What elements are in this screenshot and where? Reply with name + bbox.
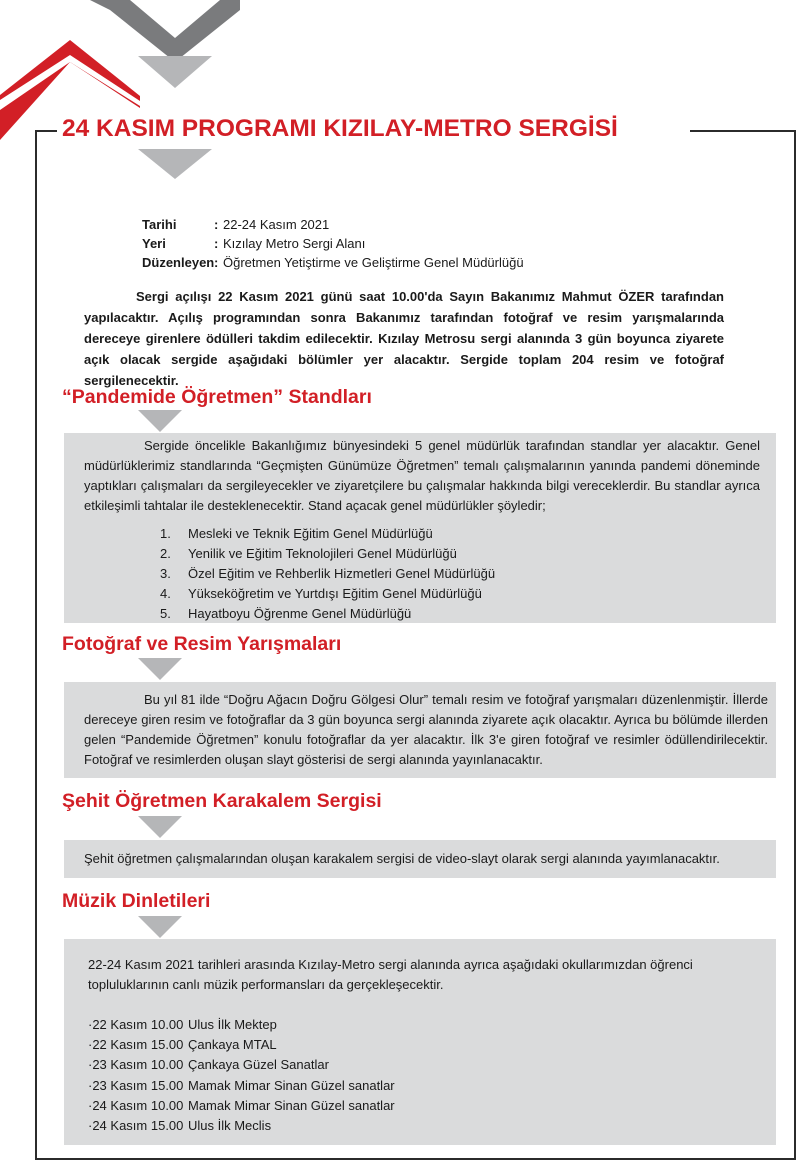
info-key: Yeri <box>142 236 166 251</box>
list-item <box>88 1116 395 1136</box>
list-item <box>88 1015 395 1035</box>
frame-left <box>35 130 37 1160</box>
info-separator: : <box>214 217 219 232</box>
list-number: 1. <box>160 526 171 541</box>
intro-paragraph: Sergi açılışı 22 Kasım 2021 günü saat 10.00'da Sayın Bakanımız Mahmut ÖZER tarafından yapılacaktır. Açılış programından sonra Bakanımız tarafından fotoğraf ve resim yarışmalarında dereceye girenlere ödülleri takdim edilecektir. Kızılay Metrosu sergi alanında 3 gün boyunca ziyarete açık olacak sergide aşağıdaki bölümler yer alacaktır. Sergide toplam 204 resim ve fotoğraf sergilenecektir. <box>84 289 724 388</box>
frame-right <box>794 130 796 1160</box>
chevron-down-icon <box>138 916 182 938</box>
frame-bottom <box>35 1158 796 1160</box>
performance-date: ·23 Kasım 10.00 <box>88 1057 184 1073</box>
fotograf-text: Bu yıl 81 ilde “Doğru Ağacın Doğru Gölgesi Olur” temalı resim ve fotoğraf yarışmaları düzenlenmiştir. İllerde dereceye giren resim ve fotoğraflar da 3 gün boyunca sergi alanında ziyarete açık olacaktır. Ayrıca bu bölümde illerden gelen “Pandemide Öğretmen” konulu fotoğraflar da yer alacaktır. İlk 3'e giren fotoğraf ve resimler ödüllendirilecektir. Fotoğraf ve resimlerden oluşan slayt gösterisi de sergi alanında yayınlanacaktır. <box>84 692 768 767</box>
list-item <box>88 1076 395 1096</box>
list-item <box>88 1055 395 1075</box>
chevron-down-icon <box>138 410 182 432</box>
performance-school: Mamak Mimar Sinan Güzel sanatlar <box>188 1097 395 1113</box>
list-item <box>160 604 495 624</box>
info-separator: : <box>214 255 219 270</box>
directorate-list <box>160 524 495 624</box>
performance-school: Ulus İlk Mektep <box>188 1017 277 1032</box>
performance-date: ·22 Kasım 10.00 <box>88 1017 184 1032</box>
list-label: Özel Eğitim ve Rehberlik Hizmetleri Genel Müdürlüğü <box>188 566 496 581</box>
list-item <box>88 1096 395 1116</box>
performance-school: Mamak Mimar Sinan Güzel sanatlar <box>188 1077 395 1093</box>
performance-school: Çankaya Güzel Sanatlar <box>188 1057 329 1073</box>
muzik-text: 22-24 Kasım 2021 tarihleri arasında Kızılay-Metro sergi alanında ayrıca aşağıdaki okullarımızdan öğrenci topluluklarının canlı müzik performansları da gerçekleşecektir. <box>88 957 693 992</box>
list-label: Yenilik ve Eğitim Teknolojileri Genel Müdürlüğü <box>188 546 457 561</box>
list-item <box>160 544 495 564</box>
event-info <box>142 215 524 272</box>
performance-school: Çankaya MTAL <box>188 1037 277 1053</box>
list-number: 4. <box>160 586 171 601</box>
info-key: Düzenleyen <box>142 255 215 270</box>
performance-date: ·24 Kasım 15.00 <box>88 1118 184 1134</box>
section-title-muzik: Müzik Dinletileri <box>62 890 211 912</box>
performance-date: ·22 Kasım 15.00 <box>88 1037 184 1053</box>
list-number: 5. <box>160 606 171 621</box>
chevron-down-icon <box>138 816 182 838</box>
section-title-sehit: Şehit Öğretmen Karakalem Sergisi <box>62 790 382 812</box>
info-separator: : <box>214 236 219 251</box>
list-label: Yükseköğretim ve Yurtdışı Eğitim Genel Müdürlüğü <box>188 586 482 601</box>
list-label: Hayatboyu Öğrenme Genel Müdürlüğü <box>188 606 412 621</box>
performance-date: ·24 Kasım 10.00 <box>88 1097 184 1113</box>
list-number: 3. <box>160 566 171 581</box>
performance-school: Ulus İlk Meclis <box>188 1118 272 1134</box>
info-value: 22-24 Kasım 2021 <box>223 217 330 232</box>
list-item <box>88 1035 395 1055</box>
performance-list <box>88 1015 395 1136</box>
list-number: 2. <box>160 546 171 561</box>
frame-top-right <box>690 130 796 132</box>
page-title: 24 KASIM PROGRAMI KIZILAY-METRO SERGİSİ <box>62 115 618 142</box>
info-row <box>142 253 524 272</box>
list-item <box>160 584 495 604</box>
info-row <box>142 234 524 253</box>
list-label: Mesleki ve Teknik Eğitim Genel Müdürlüğü <box>188 526 433 541</box>
chevron-down-icon <box>138 658 182 680</box>
info-value: Öğretmen Yetiştirme ve Geliştirme Genel Müdürlüğü <box>223 255 524 270</box>
section-title-fotograf: Fotoğraf ve Resim Yarışmaları <box>62 633 342 655</box>
chevron-down-icon <box>138 149 212 179</box>
performance-date: ·23 Kasım 15.00 <box>88 1077 184 1093</box>
frame-top-left <box>35 130 57 132</box>
list-item <box>160 524 495 544</box>
sehit-text: Şehit öğretmen çalışmalarından oluşan karakalem sergisi de video-slayt olarak sergi alanında yayımlanacaktır. <box>84 851 720 866</box>
section-title-pandemi: “Pandemide Öğretmen” Standları <box>62 386 372 408</box>
list-item <box>160 564 495 584</box>
info-key: Tarihi <box>142 217 177 232</box>
info-value: Kızılay Metro Sergi Alanı <box>223 236 366 251</box>
info-row <box>142 215 524 234</box>
pandemi-text: Sergide öncelikle Bakanlığımız bünyesindeki 5 genel müdürlük tarafından standlar yer alacaktır. Genel müdürlüklerimiz standlarında “Geçmişten Günümüze Öğretmen” temalı çalışmalarının yanında pandemi döneminde yaptıkları çalışmaları da sergileyecekler ve ziyaretçilere bu çalışmalar hakkında bilgi vereceklerdir. Bu standlar ayrıca etkileşimli tahtalar ile desteklenecektir. Stand açacak genel müdürlükler şöyledir; <box>84 438 760 513</box>
